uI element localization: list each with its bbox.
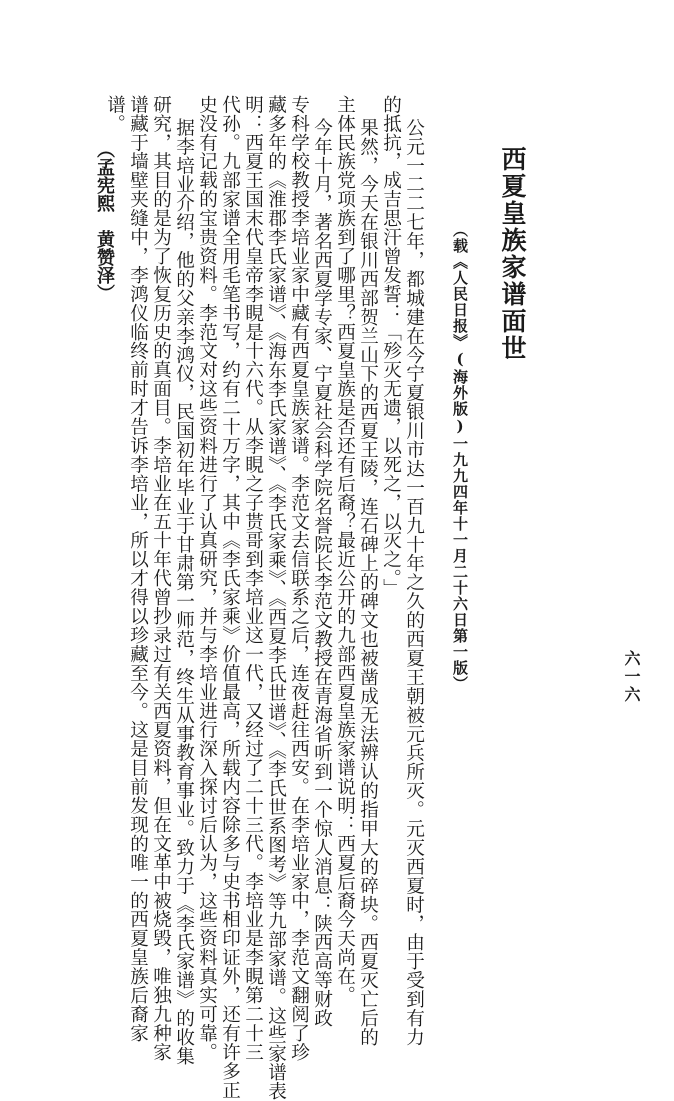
author-signature: （孟宪熙 黄赞泽） bbox=[94, 140, 115, 302]
text-line: 代孙。九部家谱全用毛笔书写，约有二十万字，其中《李氏家乘》价值最高，所载内容除多与史书相印证外，还有许多正 bbox=[219, 95, 241, 1100]
text-line: 史没有记载的宝贵资料。李范文对这些资料进行了认真研究，并与李培业进行深入探讨后认为，这些资料真实可靠。 bbox=[196, 95, 218, 1062]
text-line: 今年十月，著名西夏学专家、宁夏社会科学院名誉院长李范文教授在青海省听到一个惊人消息：陕西高等财政 bbox=[311, 118, 333, 1028]
text-line: 果然，今天在银川西部贺兰山下的西夏王陵，连石碑上的碑文也被凿成无法辨认的指甲大的碎块。西夏灭亡后的 bbox=[357, 118, 379, 1047]
text-line: 主体民族党项族到了哪里？西夏皇族是否还有后裔？最近公开的九部西夏皇族家谱说明：西夏后裔今天尚在。 bbox=[334, 95, 356, 1005]
text-line: 专科学校教授李培业家中藏有西夏皇族家谱。李范文去信联系之后，连夜赶往西安。在李培业家中，李范文翻阅了珍 bbox=[288, 95, 310, 1062]
article-source: （载《人民日报》(海外版)一九九四年十一月二十六日第一版） bbox=[451, 222, 469, 692]
text-line: 明：西夏王国末代皇帝李睍是十六代。从李睍之子贳哥到李培业这一代，又经过了二十三代。李培业是李睍第二十三 bbox=[242, 95, 264, 1062]
text-line: 谱。 bbox=[104, 95, 126, 133]
text-line: 据李培业介绍，他的父亲李鸿仪，民国初年毕业于甘肃第一师范，终生从事教育事业。致力于《李氏家谱》的收集 bbox=[173, 118, 195, 1066]
page-number: 六一六 bbox=[622, 650, 641, 704]
article-title: 西夏皇族家谱面世 bbox=[498, 146, 527, 362]
text-line: 公元一二二七年，都城建在今宁夏银川市达一百九十年之久的西夏王朝被元兵所灭。元灭西夏时，由于受到有力 bbox=[403, 118, 425, 1047]
text-line: 研究，其目的是为了恢复历史的真面目。李培业在五十年代曾抄录过有关西夏资料，但在文革中被烧毁，唯独九种家 bbox=[150, 95, 172, 1062]
text-line: 藏多年的《淮郡李氏家谱》、《海东李氏家谱》、《李氏家乘》、《西夏李氏世谱》、《李氏世系图考》等九部家谱。这些家谱表 bbox=[265, 95, 287, 1101]
text-line: 谱藏于墙壁夹缝中，李鸿仪临终前时才告诉李培业，所以才得以珍藏至今。这是目前发现的唯一的西夏皇族后裔家 bbox=[127, 95, 149, 1043]
text-line: 的抵抗，成吉思汗曾发誓：「殄灭无遗，以死之，以灭之。」 bbox=[380, 95, 402, 598]
